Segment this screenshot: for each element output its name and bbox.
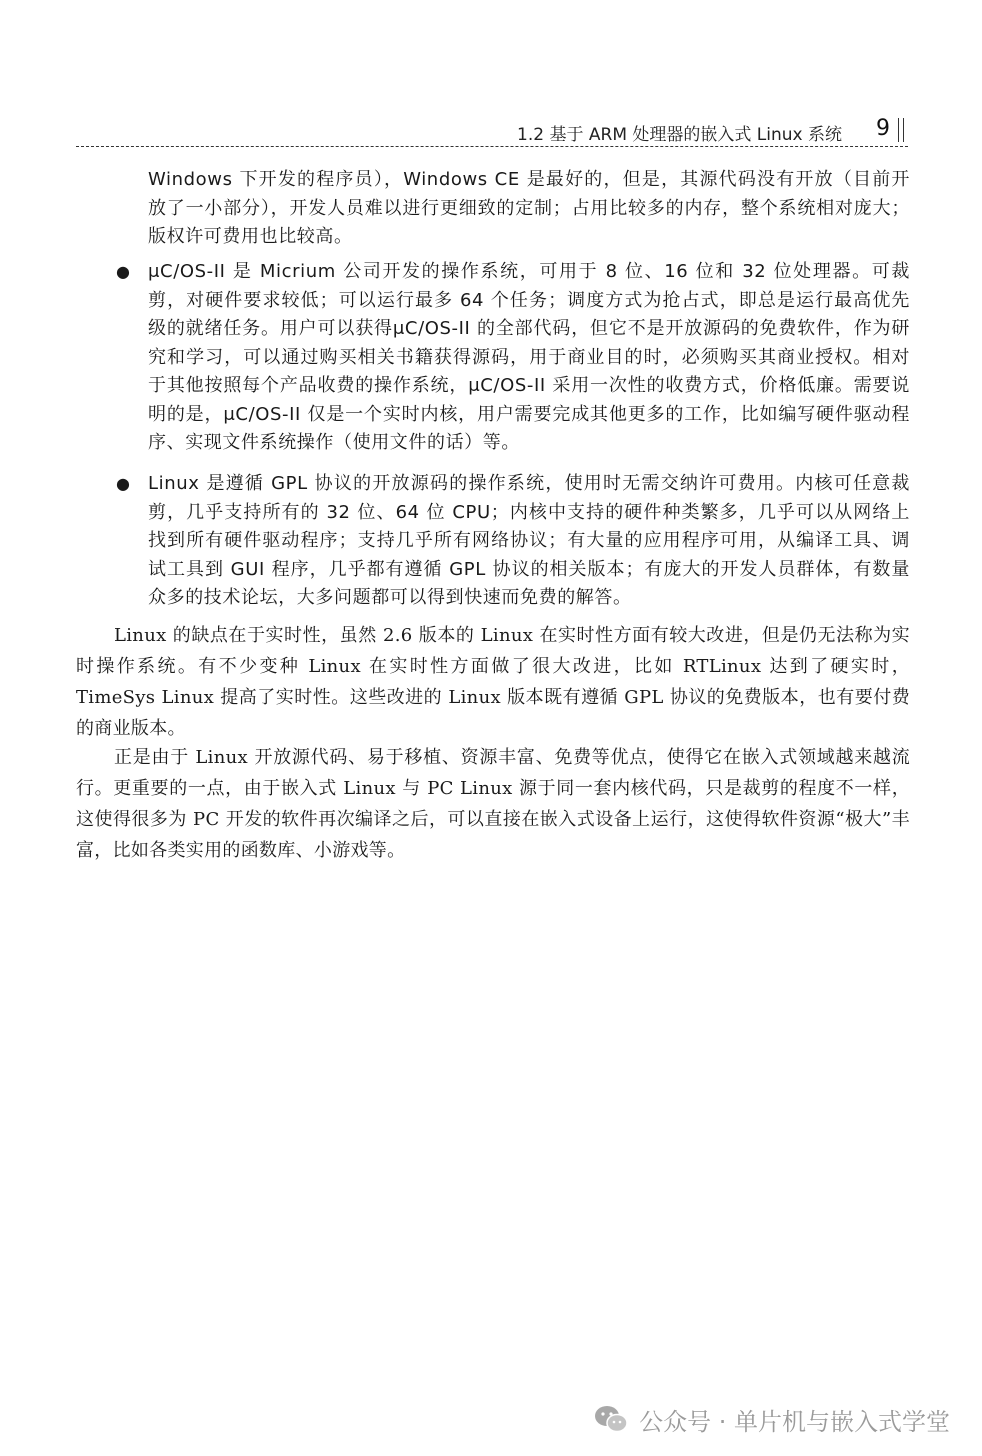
watermark	[593, 1402, 950, 1436]
bullet-marker: ●	[116, 474, 131, 493]
paragraph-linux-popularity: 正是由于 Linux 开放源代码、易于移植、资源丰富、免费等优点，使得它在嵌入式领域越来越流行。更重要的一点，由于嵌入式 Linux 与 PC Linux 源于同一套内核代码，只是裁剪的程度不一样，这使得很多为 PC 开发的软件再次编译之后，可以直接在嵌入式设备上运行，这使得软件资源“极大”丰富，比如各类实用的函数库、小游戏等。	[76, 747, 910, 861]
continuation-text: Windows 下开发的程序员），Windows CE 是最好的，但是，其源代码没有开放（目前开放了一小部分），开发人员难以进行更细致的定制；占用比较多的内存，整个系统相对庞大；版权许可费用也比较高。	[148, 169, 910, 247]
wechat-icon	[593, 1404, 629, 1434]
bullet-item-linux	[116, 470, 910, 613]
header-title: 1.2 基于 ARM 处理器的嵌入式 Linux 系统	[517, 125, 842, 145]
watermark-text: 公众号 · 单片机与嵌入式学堂	[639, 1407, 950, 1436]
paragraph-linux-drawbacks: Linux 的缺点在于实时性，虽然 2.6 版本的 Linux 在实时性方面有较大改进，但是仍无法称为实时操作系统。有不少变种 Linux 在实时性方面做了很大改进，比如 RTLinux 达到了硬实时，TimeSys Linux 提高了实时性。这些改进的 Linux 版本既有遵循 GPL 协议的免费版本，也有要付费的商业版本。	[76, 625, 910, 739]
bullet-text: μC/OS-II 是 Micrium 公司开发的操作系统，可用于 8 位、16 位和 32 位处理器。可裁剪，对硬件要求较低；可以运行最多 64 个任务；调度方式为抢占式，即总是运行最高优先级的就绪任务。用户可以获得μC/OS-II 的全部代码，但它不是开放源码的免费软件，作为研究和学习，可以通过购买相关书籍获得源码，用于商业目的时，必须购买其商业授权。相对于其他按照每个产品收费的操作系统，μC/OS-II 采用一次性的收费方式，价格低廉。需要说明的是，μC/OS-II 仅是一个实时内核，用户需要完成其他更多的工作，比如编写硬件驱动程序、实现文件系统操作（使用文件的话）等。	[148, 261, 910, 453]
bullet-item-ucos	[116, 258, 910, 458]
bullet-marker: ●	[116, 262, 131, 281]
header-bar-decoration	[898, 118, 904, 142]
running-header	[76, 118, 908, 147]
page-number: 9	[876, 116, 890, 141]
bullet-text: Linux 是遵循 GPL 协议的开放源码的操作系统，使用时无需交纳许可费用。内核可任意裁剪，几乎支持所有的 32 位、64 位 CPU；内核中支持的硬件种类繁多，几乎可以从网络上找到所有硬件驱动程序；支持几乎所有网络协议；有大量的应用程序可用，从编译工具、调试工具到 GUI 程序，几乎都有遵循 GPL 协议的相关版本；有庞大的开发人员群体，有数量众多的技术论坛，大多问题都可以得到快速而免费的解答。	[148, 473, 910, 608]
